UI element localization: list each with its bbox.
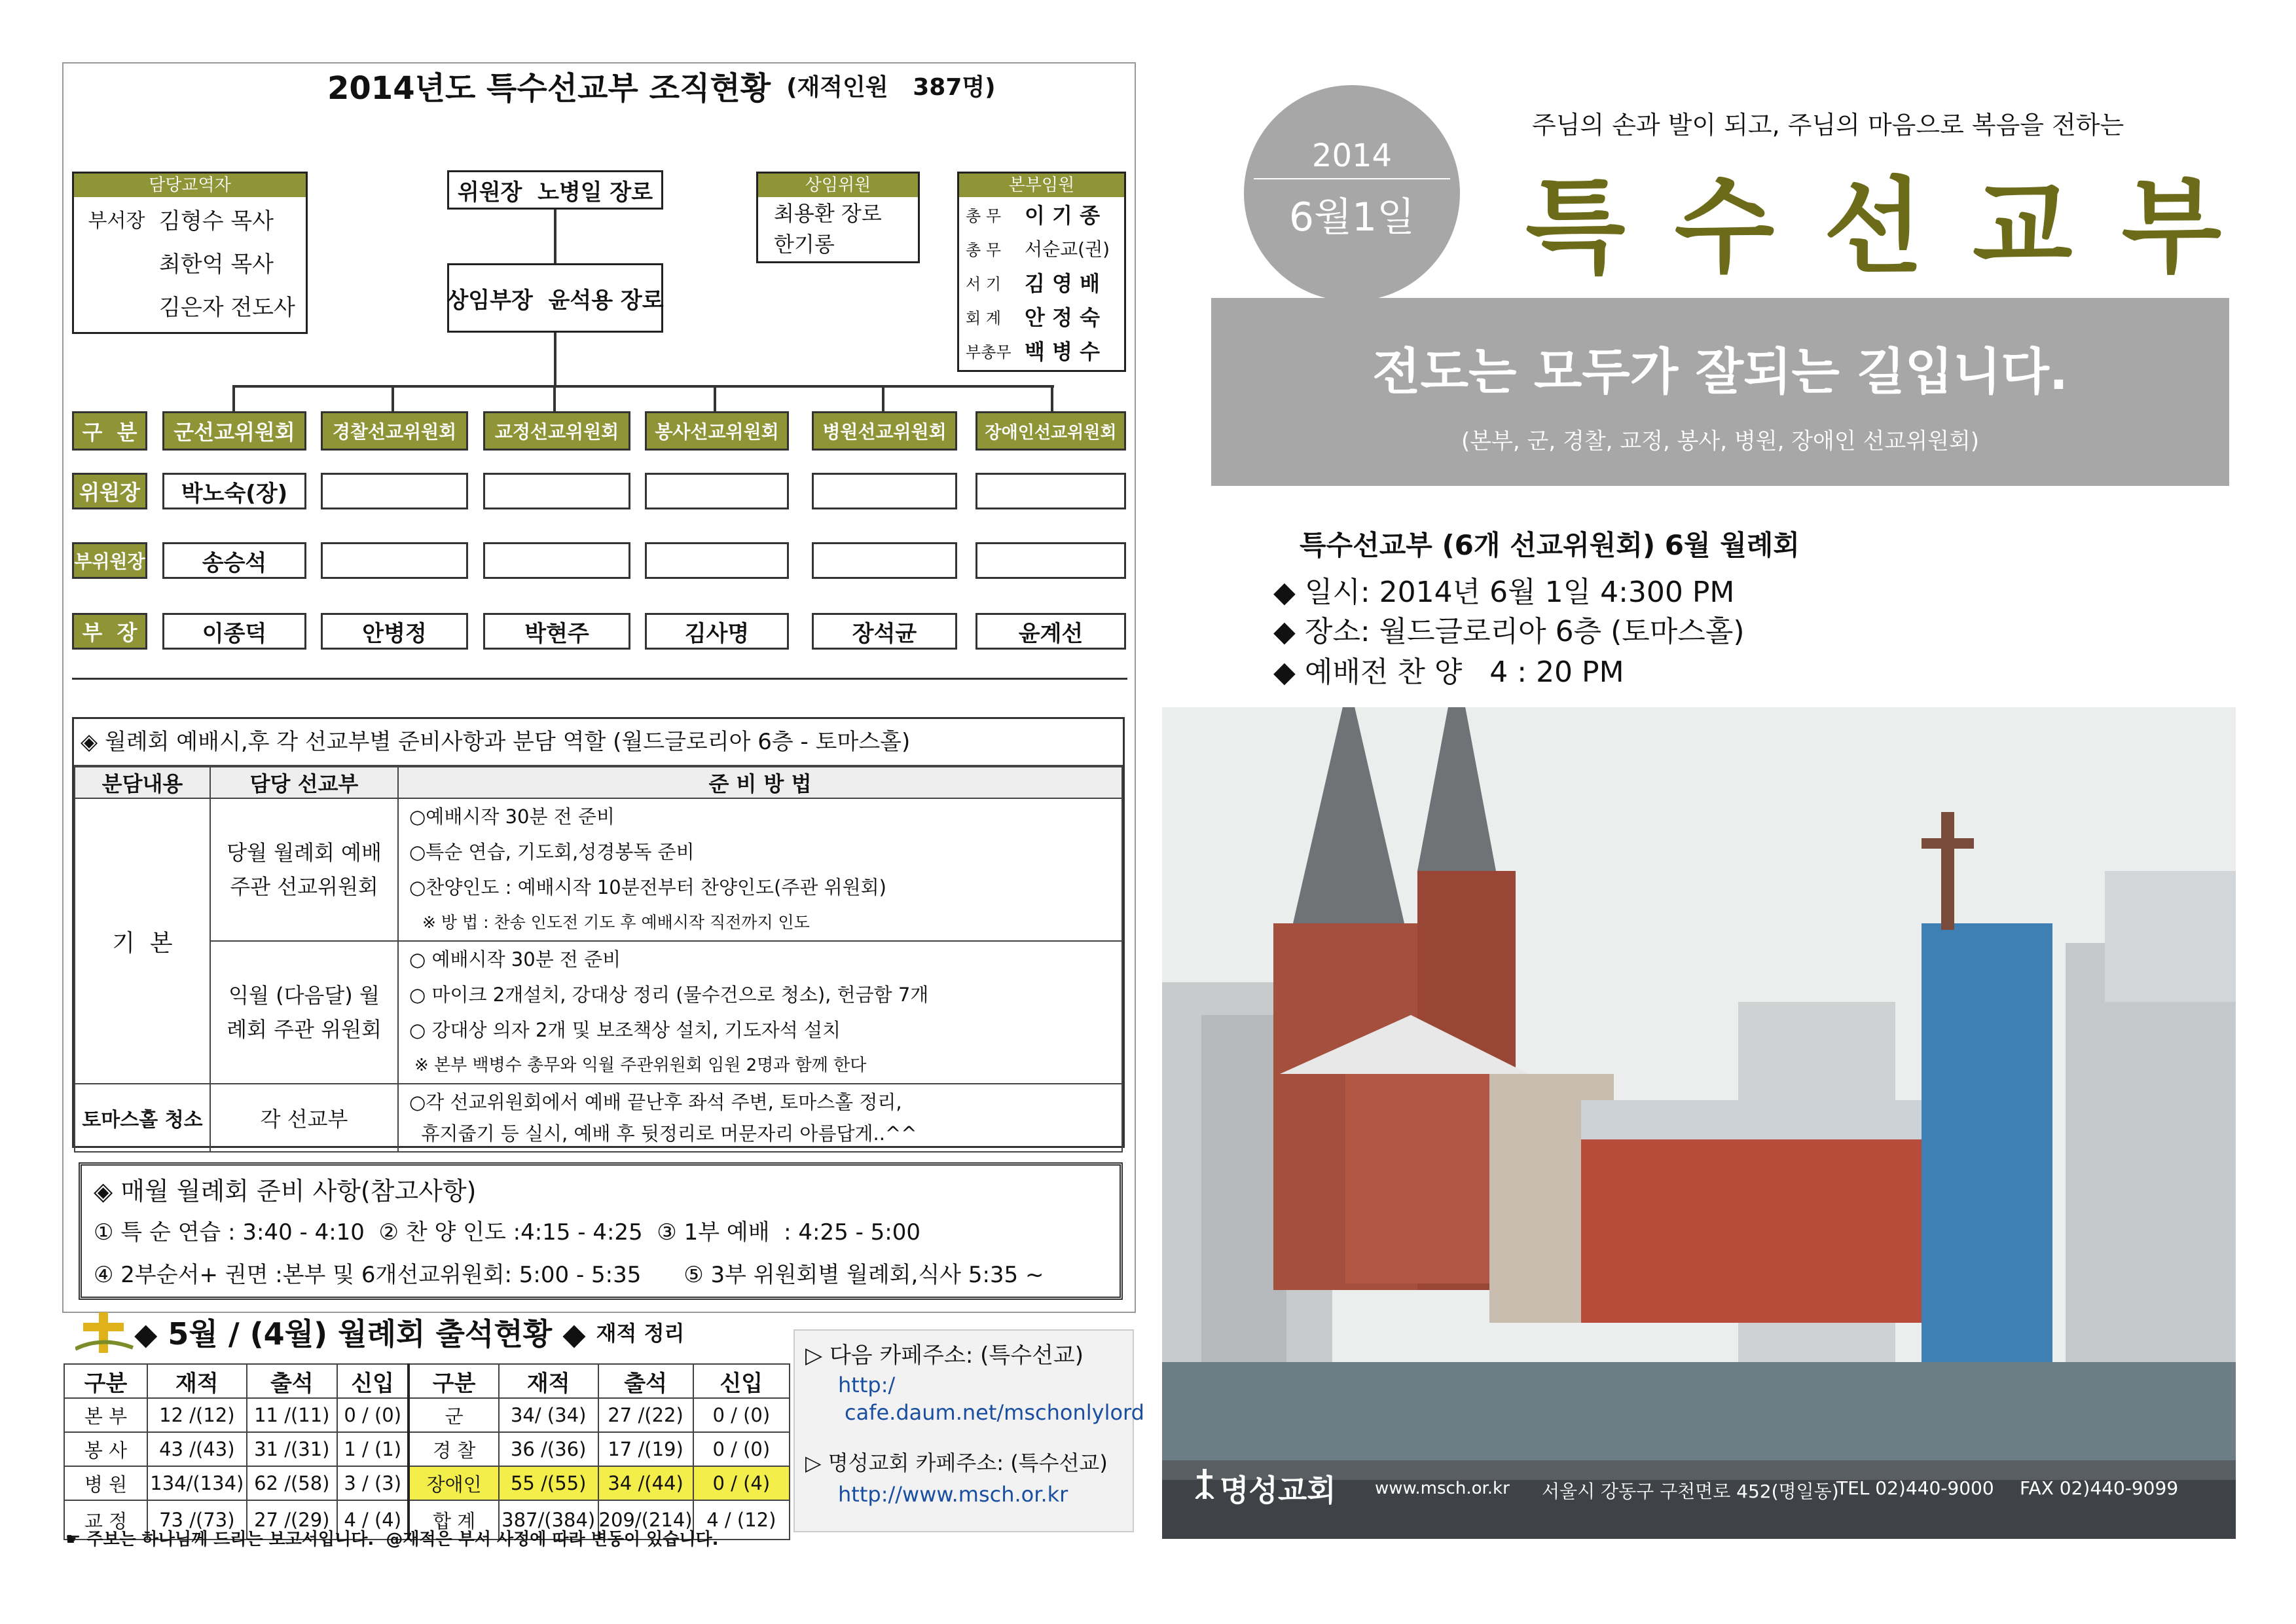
- cafe-label-1: ▷ 다음 카페주소: (특수선교): [805, 1342, 1084, 1369]
- prep-title: ◈ 월례회 예배시,후 각 선교부별 준비사항과 분담 역할 (월드글로리아 6층 - 토마스홀): [74, 719, 1123, 766]
- connector: [232, 385, 235, 411]
- hq-box: [957, 172, 1126, 372]
- att-cell: 군: [409, 1398, 498, 1432]
- att-header: 신입: [337, 1364, 409, 1398]
- att-header: 구분: [409, 1364, 498, 1398]
- connector: [553, 385, 556, 411]
- prep-line: ○각 선교위원회에서 예배 끝난후 좌석 주변, 토마스홀 정리,: [409, 1091, 902, 1113]
- pastors-box: [72, 172, 308, 334]
- church-address: 서울시 강동구 구천면로 452(명일동): [1542, 1481, 1839, 1502]
- chairman-box: 위원장 노병일 장로: [447, 170, 663, 210]
- monthly-line-1: ① 특 순 연습 : 3:40 - 4:10 ② 찬 양 인도 :4:15 - 4:25 ③ 1부 예배 : 4:25 - 5:00: [94, 1219, 921, 1246]
- church-tel: TEL 02)440-9000: [1836, 1477, 1994, 1499]
- attendance-title: [134, 1308, 684, 1356]
- meeting-item-1: ◆ 일시: 2014년 6월 1일 4:300 PM: [1273, 576, 1735, 609]
- connector: [554, 210, 556, 263]
- prep-line: 휴지줍기 등 실시, 예배 후 뒷정리로 머문자리 아름답게..^^: [409, 1122, 917, 1145]
- att-cell: 합 계: [409, 1500, 498, 1540]
- committee-chair: [483, 473, 630, 509]
- prep-dept: 익월 (다음달) 월례회 주관 위원회: [210, 941, 398, 1084]
- att-cell: 134/(134): [147, 1466, 247, 1500]
- pastor-role: 부서장: [88, 210, 145, 232]
- motto: 전도는 모두가 잘되는 길입니다.: [1372, 342, 2068, 401]
- prep-table: [74, 766, 1123, 1153]
- att-cell: 62 /(58): [247, 1466, 337, 1500]
- hq-row: [959, 197, 1124, 231]
- prep-line: ○특순 연습, 기도회,성경봉독 준비: [409, 841, 695, 863]
- att-cell: 11 /(11): [247, 1398, 337, 1432]
- prep-lines: [398, 1084, 1122, 1152]
- cover-date: 6월1일: [1288, 194, 1415, 240]
- row-label-category: 구 분: [72, 411, 147, 451]
- committee-head: 박현주: [483, 613, 630, 650]
- hq-role: 총 무: [966, 240, 1001, 259]
- hq-row: [959, 265, 1124, 299]
- att-cell: 3 / (3): [337, 1466, 409, 1500]
- hq-row: [959, 231, 1124, 265]
- committee-vice: [645, 542, 789, 579]
- connector: [392, 385, 394, 411]
- att-cell: 봉 사: [64, 1432, 147, 1466]
- standing-box: [756, 172, 920, 263]
- att-cell: 0 / (0): [693, 1432, 790, 1466]
- prep-line: ○찬양인도 : 예배시작 10분전부터 찬양인도(주관 위원회): [409, 876, 886, 898]
- pastor-name: 최한억 목사: [159, 251, 274, 278]
- att-cell: 43 /(43): [147, 1432, 247, 1466]
- hq-name: 이 기 종: [1025, 203, 1101, 228]
- prep-line: ○ 강대상 의자 2개 및 보조책상 설치, 기도자석 설치: [409, 1019, 841, 1041]
- att-cell: 0 / (0): [337, 1398, 409, 1432]
- att-cell: 0 / (0): [693, 1398, 790, 1432]
- committee-chair: 박노숙(장): [162, 473, 306, 509]
- prep-line: ※ 본부 백병수 총무와 익월 주관위원회 임원 2명과 함께 한다: [414, 1056, 867, 1075]
- committee-chair: [812, 473, 957, 509]
- prep-dept: 당월 월례회 예배 주관 선교위원회: [210, 798, 398, 941]
- committee-head: 이종덕: [162, 613, 306, 650]
- att-header: 재적: [147, 1364, 247, 1398]
- church-fax: FAX 02)440-9099: [2020, 1477, 2179, 1499]
- att-cell: 55 /(55): [499, 1466, 598, 1500]
- prep-line: ○ 마이크 2개설치, 강대상 정리 (물수건으로 청소), 헌금함 7개: [409, 984, 929, 1006]
- attendance-table: [64, 1363, 790, 1540]
- committee-vice: [812, 542, 957, 579]
- prep-cleaning-label: 토마스홀 청소: [75, 1084, 210, 1152]
- connector: [554, 333, 556, 385]
- committee-header: 경찰선교위원회: [321, 411, 468, 451]
- church-name: 명성교회: [1220, 1473, 1336, 1508]
- meeting-item-2: ◆ 장소: 월드글로리아 6층 (토마스홀): [1273, 615, 1745, 648]
- att-cell: 34 /(44): [598, 1466, 693, 1500]
- att-cell: 27 /(22): [598, 1398, 693, 1432]
- att-cell: 12 /(12): [147, 1398, 247, 1432]
- pastors-row-1: [74, 197, 306, 240]
- standing-header: 상임위원: [758, 174, 918, 197]
- att-cell: 4 / (12): [693, 1500, 790, 1540]
- attendance-footer: ☛ 주보는 하나님께 드리는 보고서입니다. @재적은 부서 사정에 따라 변동이 있습니다.: [65, 1530, 719, 1549]
- att-cell: 34/ (34): [499, 1398, 598, 1432]
- table-row: [64, 1466, 790, 1500]
- att-cell: 209/(214): [598, 1500, 693, 1540]
- pastor-name: 김은자 전도사: [159, 294, 295, 321]
- committee-head: 안병정: [321, 613, 468, 650]
- att-header: 출석: [598, 1364, 693, 1398]
- hq-header: 본부임원: [959, 174, 1124, 197]
- att-cell: 4 / (4): [337, 1500, 409, 1540]
- church-web: www.msch.or.kr: [1375, 1479, 1510, 1498]
- monthly-title: ◈ 매월 월례회 준비 사항(참고사항): [94, 1177, 477, 1206]
- connector: [714, 385, 716, 411]
- committee-header: 봉사선교위원회: [645, 411, 789, 451]
- att-header: 구분: [64, 1364, 147, 1398]
- cover-divider: [1254, 178, 1450, 179]
- prep-header: 담당 선교부: [210, 767, 398, 798]
- motto-sub: (본부, 군, 경찰, 교정, 봉사, 병원, 장애인 선교위원회): [1461, 428, 1980, 454]
- committee-chair: [645, 473, 789, 509]
- attendance-title-text: ◆ 5월 / (4월) 월례회 출석현황 ◆: [134, 1316, 586, 1352]
- row-label-head: 부 장: [72, 613, 147, 650]
- cafe-url-2[interactable]: http://www.msch.or.kr: [838, 1482, 1068, 1507]
- church-photo: [1162, 707, 2236, 1539]
- committee-vice: 송승석: [162, 542, 306, 579]
- att-header: 재적: [499, 1364, 598, 1398]
- att-cell: 1 / (1): [337, 1432, 409, 1466]
- standing-name: 최용환 장로: [774, 201, 882, 226]
- cafe-label-2: ▷ 명성교회 카페주소: (특수선교): [805, 1450, 1108, 1475]
- connector: [232, 385, 1054, 388]
- att-cell: 0 / (4): [693, 1466, 790, 1500]
- att-cell: 27 /(29): [247, 1500, 337, 1540]
- committee-header: 병원선교위원회: [812, 411, 957, 451]
- hq-role: 서 기: [966, 274, 1001, 293]
- divider: [72, 678, 1127, 680]
- att-header: 출석: [247, 1364, 337, 1398]
- hq-row: [959, 299, 1124, 333]
- church-logo-icon: [1195, 1469, 1214, 1499]
- table-row: [64, 1398, 790, 1432]
- hq-name: 안 정 숙: [1025, 305, 1101, 330]
- standing-name: 한기롱: [774, 232, 835, 257]
- committee-vice: [975, 542, 1126, 579]
- pastor-name: 김형수 목사: [159, 208, 274, 234]
- prep-header: 준 비 방 법: [398, 767, 1122, 798]
- hq-name: 김 영 배: [1025, 271, 1101, 296]
- hq-role: 부총무: [966, 342, 1011, 361]
- att-cell: 17 /(19): [598, 1432, 693, 1466]
- committee-head: 윤계선: [975, 613, 1126, 650]
- org-title: [327, 62, 1113, 108]
- hq-row: [959, 333, 1124, 367]
- att-cell: 31 /(31): [247, 1432, 337, 1466]
- att-cell: 장애인: [409, 1466, 498, 1500]
- committee-chair: [321, 473, 468, 509]
- committee-head: 장석균: [812, 613, 957, 650]
- monthly-box: [79, 1162, 1123, 1300]
- committee-vice: [483, 542, 630, 579]
- meeting-item-3: ◆ 예배전 찬 양 4 : 20 PM: [1273, 655, 1624, 689]
- committee-vice: [321, 542, 468, 579]
- hq-role: 총 무: [966, 206, 1001, 225]
- att-header: 신입: [693, 1364, 790, 1398]
- att-cell: 병 원: [64, 1466, 147, 1500]
- committee-header: 장애인선교위원회: [975, 411, 1126, 451]
- pastors-row-3: [74, 284, 306, 327]
- hq-role: 회 계: [966, 308, 1001, 327]
- prep-line: ※ 방 법 : 찬송 인도전 기도 후 예배시작 직전까지 인도: [422, 913, 810, 932]
- prep-lines: [398, 941, 1122, 1084]
- att-cell: 36 /(36): [499, 1432, 598, 1466]
- pastors-header: 담당교역자: [74, 174, 306, 197]
- pastors-row-2: [74, 240, 306, 284]
- connector: [1051, 385, 1053, 411]
- att-cell: 본 부: [64, 1398, 147, 1432]
- cafe-box: [793, 1329, 1144, 1532]
- att-cell: 73 /(73): [147, 1500, 247, 1540]
- cover-year: 2014: [1311, 138, 1393, 174]
- committee-header: 교정선교위원회: [483, 411, 630, 451]
- motto-banner: [1211, 298, 2229, 486]
- cafe-url-1b[interactable]: cafe.daum.net/mschonlylord: [845, 1400, 1144, 1425]
- cover-slogan: 주님의 손과 발이 되고, 주님의 마음으로 복음을 전하는: [1532, 111, 2124, 139]
- monthly-line-2: ④ 2부순서+ 권면 :본부 및 6개선교위원회: 5:00 - 5:35 ⑤ 3부 위원회별 월례회,식사 5:35 ~: [94, 1262, 1044, 1288]
- org-title-text: 2014년도 특수선교부 조직현황: [327, 69, 771, 107]
- prep-section: [72, 717, 1125, 1148]
- prep-header: 분담내용: [75, 767, 210, 798]
- table-row: [64, 1432, 790, 1466]
- row-label-vice: 부위원장: [72, 542, 147, 579]
- hq-name: 백 병 수: [1025, 339, 1101, 364]
- committee-header: 군선교위원회: [162, 411, 306, 451]
- org-members: (재적인원 387명): [786, 73, 996, 101]
- committee-head: 김사명: [645, 613, 789, 650]
- prep-lines: [398, 798, 1122, 941]
- meeting-title: 특수선교부 (6개 선교위원회) 6월 월례회: [1300, 529, 1800, 561]
- att-cell: 교 정: [64, 1500, 147, 1540]
- att-cell: 경 찰: [409, 1432, 498, 1466]
- cafe-url-1a[interactable]: http:/: [838, 1373, 896, 1397]
- connector: [882, 385, 884, 411]
- cross-icon: [75, 1310, 134, 1356]
- prep-line: ○예배시작 30분 전 준비: [409, 805, 615, 828]
- att-cell: 387/(384): [499, 1500, 598, 1540]
- vice-chairman-box: 상임부장 윤석용 장로: [447, 263, 663, 333]
- attendance-note: 재적 정리: [596, 1321, 685, 1346]
- committee-chair: [975, 473, 1126, 509]
- date-circle: [1244, 85, 1460, 301]
- prep-basic-label: 기 본: [75, 798, 210, 1084]
- prep-dept: 각 선교부: [210, 1084, 398, 1152]
- row-label-chair: 위원장: [72, 473, 147, 509]
- hq-name: 서순교(권): [1025, 238, 1110, 260]
- prep-line: ○ 예배시작 30분 전 준비: [409, 948, 621, 970]
- cover-title: 특 수 선 교 부: [1525, 167, 2229, 287]
